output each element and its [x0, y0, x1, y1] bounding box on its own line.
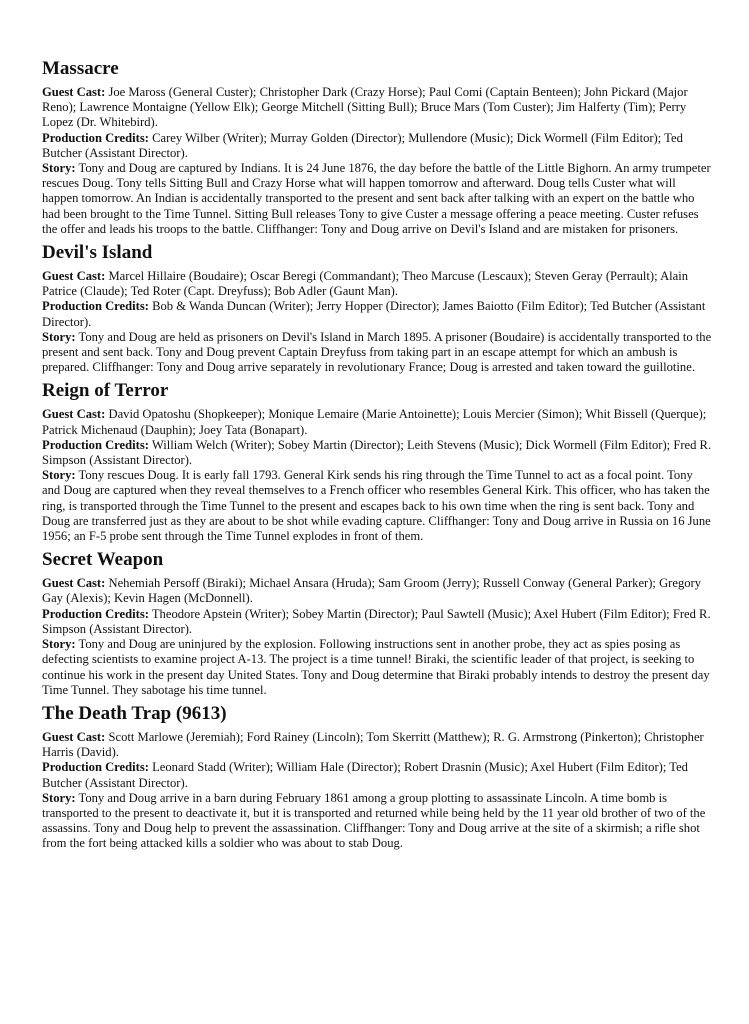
production-credits-paragraph: [42, 607, 714, 637]
story-text: Tony rescues Doug. It is early fall 1793. General Kirk sends his ring through the Time Tunnel to act as a focal point. Tony and Doug are captured when they reveal themselves to a French officer who resembles General Kirk. This officer, who has taken the ring, is transported through the Time Tunnel to the present and escapes back to his own time when the ring is sent back. Tony and Doug are transferred just as they are about to be shot while evading capture. Cliffhanger: Tony and Doug arrive in Russia on 16 June 1956; an F-5 probe sent through the Time Tunnel explodes in front of them.: [42, 468, 711, 544]
guest-cast-text: David Opatoshu (Shopkeeper); Monique Lemaire (Marie Antoinette); Louis Mercier (Simon); Whit Bissell (Querque); Patrick Michenaud (Dauphin); Joey Tata (Bonapart).: [42, 407, 707, 437]
story-paragraph: [42, 161, 714, 237]
story-text: Tony and Doug arrive in a barn during February 1861 among a group plotting to assassinate Lincoln. A time bomb is transported to the present to deactivate it, but it is transported and returned while being held by the 11 year old brother of two of the assassins. Tony and Doug help to prevent the assassination. Cliffhanger: Tony and Doug arrive at the site of a skirmish; a rifle shot from the fort being attacked kills a soldier who was about to stab Doug.: [42, 790, 706, 851]
guest-cast-label: Guest Cast:: [42, 407, 106, 422]
guest-cast-paragraph: [42, 576, 714, 606]
guest-cast-text: Joe Maross (General Custer); Christopher Dark (Crazy Horse); Paul Comi (Captain Benteen); John Pickard (Major Reno); Lawrence Montaigne (Yellow Elk); George Mitchell (Sitting Bull); Bruce Mars (Tom Custer); Jim Halferty (Tim); Perry Lopez (Dr. Whitebird).: [42, 85, 688, 130]
guest-cast-paragraph: [42, 730, 714, 760]
production-credits-text: Leonard Stadd (Writer); William Hale (Director); Robert Drasnin (Music); Axel Hubert (Film Editor); Ted Butcher (Assistant Director).: [42, 760, 688, 790]
story-paragraph: [42, 330, 714, 376]
guest-cast-label: Guest Cast:: [42, 576, 106, 591]
episode-the-death-trap: [42, 703, 714, 852]
production-credits-text: Theodore Apstein (Writer); Sobey Martin (Director); Paul Sawtell (Music); Axel Hubert (Film Editor); Fred R. Simpson (Assistant Director).: [42, 606, 711, 636]
story-label: Story:: [42, 637, 76, 652]
story-text: Tony and Doug are held as prisoners on Devil's Island in March 1895. A prisoner (Boudaire) is accidentally transported to the present and sent back. Tony and Doug prevent Captain Dreyfuss from taking part in an escape attempt for which an ambush is prepared. Cliffhanger: Tony and Doug arrive separately in revolutionary France; Doug is arrested and taken toward the guillotine.: [42, 329, 712, 375]
production-credits-paragraph: [42, 438, 714, 468]
guest-cast-text: Marcel Hillaire (Boudaire); Oscar Beregi (Commandant); Theo Marcuse (Lescaux); Steven Geray (Perrault); Alain Patrice (Claude); Ted Roter (Capt. Dreyfuss); Bob Adler (Gaunt Man).: [42, 269, 689, 299]
story-paragraph: [42, 791, 714, 852]
guest-cast-label: Guest Cast:: [42, 269, 106, 284]
production-credits-paragraph: [42, 760, 714, 790]
episode-title: Reign of Terror: [42, 380, 169, 402]
guest-cast-paragraph: [42, 407, 714, 437]
episode-devils-island: [42, 242, 714, 375]
episode-reign-of-terror: [42, 380, 714, 544]
production-credits-label: Production Credits:: [42, 437, 149, 452]
guest-cast-paragraph: [42, 269, 714, 299]
production-credits-paragraph: [42, 131, 714, 161]
story-paragraph: [42, 468, 714, 544]
production-credits-label: Production Credits:: [42, 130, 149, 145]
guest-cast-text: Scott Marlowe (Jeremiah); Ford Rainey (Lincoln); Tom Skerritt (Matthew); R. G. Armstrong (Pinkerton); Christopher Harris (David).: [42, 729, 704, 760]
production-credits-text: Bob & Wanda Duncan (Writer); Jerry Hopper (Director); James Baiotto (Film Editor); Ted Butcher (Assistant Director).: [42, 299, 706, 329]
guest-cast-label: Guest Cast:: [42, 729, 106, 744]
guest-cast-paragraph: [42, 85, 714, 131]
story-label: Story:: [42, 161, 76, 176]
episode-massacre: [42, 58, 714, 237]
episode-secret-weapon: [42, 549, 714, 698]
guest-cast-text: Nehemiah Persoff (Biraki); Michael Ansara (Hruda); Sam Groom (Jerry); Russell Conway (General Parker); Gregory Gay (Alexis); Kevin Hagen (McDonnell).: [42, 576, 702, 606]
episode-title: Massacre: [42, 58, 119, 79]
production-credits-label: Production Credits:: [42, 299, 149, 314]
production-credits-label: Production Credits:: [42, 760, 149, 775]
story-label: Story:: [42, 790, 76, 805]
production-credits-label: Production Credits:: [42, 606, 149, 621]
episode-title: Secret Weapon: [42, 549, 164, 571]
production-credits-text: William Welch (Writer); Sobey Martin (Director); Leith Stevens (Music); Dick Wormell (Film Editor); Fred R. Simpson (Assistant Director).: [42, 437, 712, 468]
guest-cast-label: Guest Cast:: [42, 85, 106, 99]
story-text: Tony and Doug are uninjured by the explosion. Following instructions sent in another probe, they act as spies posing as defecting scientists to examine project A-13. The project is a time tunnel! Biraki, the scientific leader of that project, is seeking to continue his work in the present day United States. Tony and Doug determine that Biraki probably intends to destroy the present day Time Tunnel. They sabotage his time tunnel.: [42, 637, 710, 697]
story-label: Story:: [42, 329, 76, 344]
story-text: Tony and Doug are captured by Indians. It is 24 June 1876, the day before the battle of the Little Bighorn. An army trumpeter rescues Doug. Tony tells Sitting Bull and Crazy Horse what will happen tomorrow and afterward. Doug tells Custer what will happen tomorrow. An Indian is accidentally transported to the present and sent back after talking with an expert on the battle who had been brought to the Time Tunnel. Sitting Bull releases Tony to give Custer a message offering a peace meeting. Custer refuses the offer and leads his troops to the battle. Cliffhanger: Tony and Doug arrive on Devil's Island and are mistaken for prisoners.: [42, 161, 711, 236]
production-credits-paragraph: [42, 299, 714, 329]
story-label: Story:: [42, 468, 76, 483]
episode-title: The Death Trap (9613): [42, 702, 227, 724]
episode-title: Devil's Island: [42, 242, 153, 264]
document-page: [42, 58, 714, 852]
story-paragraph: [42, 637, 714, 698]
production-credits-text: Carey Wilber (Writer); Murray Golden (Director); Mullendore (Music); Dick Wormell (Film Editor); Ted Butcher (Assistant Director).: [42, 130, 683, 160]
